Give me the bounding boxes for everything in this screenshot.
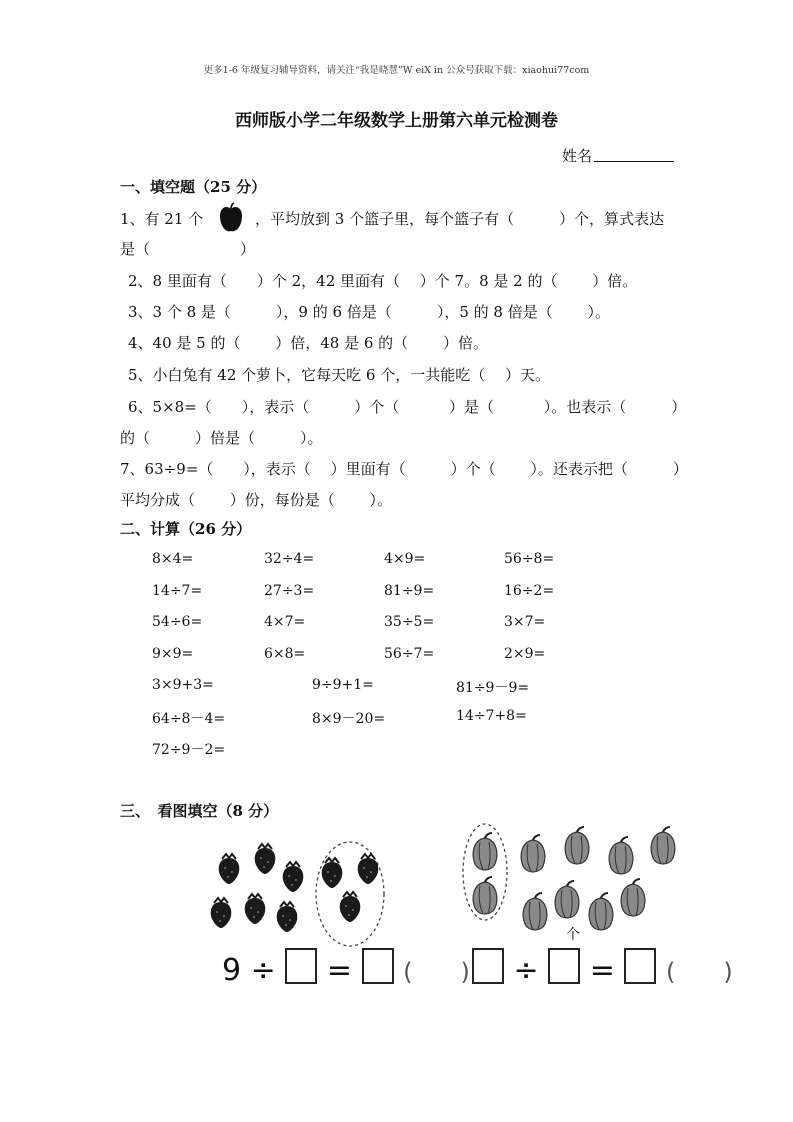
name-blank-line[interactable] bbox=[594, 161, 674, 162]
pepper-icon bbox=[651, 827, 675, 864]
calc-item: 54÷6= bbox=[152, 614, 203, 630]
calc-item: 14÷7+8= bbox=[456, 708, 527, 724]
calc-item: 4×9= bbox=[384, 551, 426, 567]
calc-item: 9÷9+1= bbox=[312, 677, 374, 693]
question-7-line2: 平均分成（ ）份，每份是（ ）。 bbox=[120, 491, 393, 509]
calc-item: 81÷9－9= bbox=[456, 680, 530, 696]
section3-heading: 三、 看图填空（8 分） bbox=[120, 802, 279, 820]
strawberry-icon bbox=[340, 892, 361, 922]
strawberry-icon bbox=[283, 862, 304, 892]
question-5: 5、小白兔有 42 个萝卜，它每天吃 6 个，一共能吃（ ）天。 bbox=[128, 366, 551, 384]
unit-blank[interactable]: ( ) bbox=[666, 958, 733, 986]
calc-item: 14÷7= bbox=[152, 583, 203, 599]
calc-item: 3×9+3= bbox=[152, 677, 214, 693]
strawberry-icon bbox=[255, 844, 276, 874]
section2-heading: 二、计算（26 分） bbox=[120, 520, 252, 538]
unit-blank[interactable]: ( ) bbox=[403, 958, 470, 986]
calc-item: 35÷5= bbox=[384, 614, 435, 630]
calc-item: 56÷8= bbox=[504, 551, 555, 567]
right-equation bbox=[472, 948, 733, 995]
pepper-icon bbox=[565, 827, 589, 864]
section1-heading: 一、填空题（25 分） bbox=[120, 178, 267, 196]
calc-item: 3×7= bbox=[504, 614, 546, 630]
calc-item: 32÷4= bbox=[264, 551, 315, 567]
pepper-icon bbox=[473, 877, 497, 914]
apple-icon bbox=[217, 202, 245, 234]
question-4: 4、40 是 5 的（ ）倍，48 是 6 的（ ）倍。 bbox=[128, 334, 488, 352]
calc-item: 2×9= bbox=[504, 646, 546, 662]
strawberries-picture bbox=[205, 832, 405, 947]
calc-item: 9×9= bbox=[152, 646, 194, 662]
question-7-line1: 7、63÷9=（ ），表示（ ）里面有（ ）个（ ）。还表示把（ ） bbox=[120, 460, 688, 478]
counter-label: 个 bbox=[566, 927, 580, 943]
question-1-part-b: ，平均放到 3 个篮子里，每个篮子有（ ）个，算式表达 bbox=[255, 210, 665, 228]
calc-item: 8×9－20= bbox=[312, 711, 386, 727]
name-label: 姓名 bbox=[562, 147, 593, 165]
question-2: 2、8 里面有（ ）个 2，42 里面有（ ）个 7。8 是 2 的（ ）倍。 bbox=[128, 272, 638, 290]
answer-box[interactable] bbox=[285, 948, 317, 984]
calc-item: 6×8= bbox=[264, 646, 306, 662]
question-3: 3、3 个 8 是（ ），9 的 6 倍是（ ），5 的 8 倍是（ ）。 bbox=[128, 303, 610, 321]
header-note: 更多1-6 年级复习辅导资料，请关注“我是晓慧”W eiX in 公众号获取下载：xiaohui77com bbox=[203, 65, 590, 76]
equals-sign: = bbox=[326, 953, 353, 988]
answer-box[interactable] bbox=[548, 948, 580, 984]
strawberry-icon bbox=[211, 898, 232, 928]
equals-sign: = bbox=[589, 953, 615, 988]
answer-box[interactable] bbox=[472, 948, 504, 984]
calc-item: 27÷3= bbox=[264, 583, 315, 599]
pepper-icon bbox=[609, 837, 633, 874]
calc-item: 8×4= bbox=[152, 551, 194, 567]
calc-item: 16÷2= bbox=[504, 583, 555, 599]
question-6-line2: 的（ ）倍是（ ）。 bbox=[120, 429, 323, 447]
strawberry-icon bbox=[219, 854, 240, 884]
question-6-line1: 6、5×8=（ ），表示（ ）个（ ）是（ ）。也表示（ ） bbox=[128, 398, 687, 416]
calc-item: 81÷9= bbox=[384, 583, 435, 599]
pepper-icon bbox=[523, 893, 547, 930]
divide-sign: ÷ bbox=[250, 953, 276, 988]
pepper-icon bbox=[473, 833, 497, 870]
strawberry-icon bbox=[322, 858, 343, 888]
divide-sign: ÷ bbox=[513, 953, 539, 988]
answer-box[interactable] bbox=[362, 948, 394, 984]
page-title: 西师版小学二年级数学上册第六单元检测卷 bbox=[235, 111, 558, 131]
calc-item: 56÷7= bbox=[384, 646, 435, 662]
answer-box[interactable] bbox=[624, 948, 656, 984]
strawberry-icon bbox=[245, 894, 266, 924]
calc-item: 64÷8－4= bbox=[152, 711, 226, 727]
equation-number: 9 bbox=[222, 953, 242, 988]
calc-item: 72÷9－2= bbox=[152, 742, 226, 758]
question-1-part-a: 1、有 21 个 bbox=[120, 210, 204, 228]
strawberry-icon bbox=[358, 854, 379, 884]
pepper-icon bbox=[589, 893, 613, 930]
calc-item: 4×7= bbox=[264, 614, 306, 630]
pepper-icon bbox=[521, 835, 545, 872]
pepper-icon bbox=[621, 879, 645, 916]
strawberry-icon bbox=[277, 902, 298, 932]
pepper-icon bbox=[555, 881, 579, 918]
question-1-line2: 是（ ） bbox=[120, 240, 256, 258]
left-equation bbox=[222, 948, 470, 995]
